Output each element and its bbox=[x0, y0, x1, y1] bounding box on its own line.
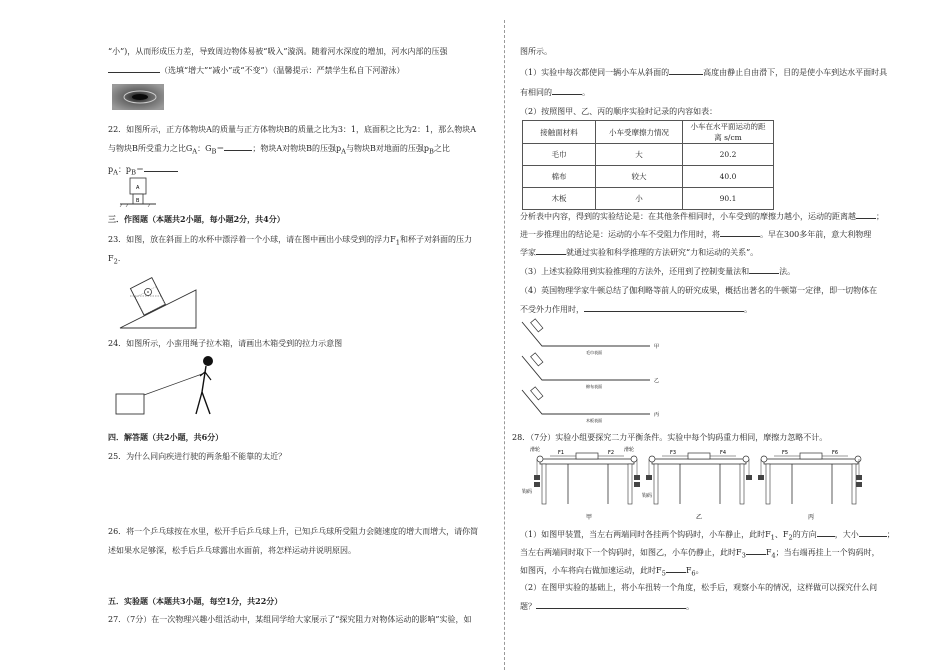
answer-blank[interactable] bbox=[859, 528, 887, 537]
q26-line1: 26．将一个乒乓球按在水里，松开手后乒乓球上升，已知乒乓球所受阻力会随速度的增大而增大，请你简 bbox=[108, 527, 479, 536]
answer-blank[interactable] bbox=[666, 564, 686, 573]
column-divider bbox=[504, 20, 505, 670]
answer-blank[interactable] bbox=[749, 265, 779, 274]
block-b-label: B bbox=[136, 198, 140, 204]
incline-cup-figure bbox=[116, 270, 200, 332]
section-5-title: 五．实验题（本题共3小题，每空1分，共22分） bbox=[108, 596, 283, 606]
table-cell: 较大 bbox=[596, 166, 683, 188]
section-4-title: 四．解答题（共2小题，共6分） bbox=[108, 432, 224, 442]
table-cell: 木板 bbox=[523, 188, 596, 210]
q28-1-line1: （1）如图甲装置，当左右两端同时各挂两个钩码时，小车静止，此时$F_1$、$F_2$的方向 ，大小 ； bbox=[520, 530, 895, 542]
answer-blank[interactable] bbox=[108, 64, 160, 73]
table-row bbox=[523, 166, 774, 188]
answer-blank[interactable] bbox=[536, 600, 686, 609]
table-header: 小车受摩擦力情况 bbox=[596, 121, 683, 144]
q23-line1: 23．如图，放在斜面上的水杯中漂浮着一个小球，请在图中画出小球受到的浮力$F_1$和杯子对斜面的压力 bbox=[108, 235, 472, 247]
answer-blank[interactable] bbox=[536, 246, 566, 255]
answer-blank[interactable] bbox=[720, 228, 760, 237]
table-cell: 40.0 bbox=[683, 166, 774, 188]
q27-3-line: （3）上述实验除用到实验推理的方法外，还用到了控制变量法和 法。 bbox=[520, 267, 796, 276]
force-label: F4 bbox=[720, 450, 727, 456]
text-line: “小”)，从而形成压力差，导致周边物体易被“吸入”漩涡。随着河水深度的增加，河水内部的压强 bbox=[108, 47, 448, 56]
q27-analysis-line1: 分析表中内容，得到的实验结论是：在其他条件相同时，小车受到的摩擦力越小，运动的距离越 ； bbox=[520, 212, 884, 221]
results-table bbox=[522, 120, 774, 210]
surface-label: 棉布表面 bbox=[586, 384, 602, 389]
q28-2-line2: 题？ 。 bbox=[520, 602, 694, 611]
apparatus-bing bbox=[758, 450, 862, 521]
q27-line1: 27．（7分）在一次物理兴趣小组活动中，某组同学给大家展示了“探究阻力对物体运动的影响”实验，如 bbox=[108, 615, 472, 624]
ramp-bing bbox=[522, 387, 659, 423]
hook-label: 钩码 bbox=[522, 489, 533, 495]
pulling-box-figure bbox=[114, 352, 234, 422]
table-cell: 棉布 bbox=[523, 166, 596, 188]
table-header: 接触面材料 bbox=[523, 121, 596, 144]
figure-label: 乙 bbox=[654, 378, 660, 384]
pulley-label: 滑轮 bbox=[624, 447, 635, 453]
q27-1-line1: （1）实验中每次都使同一辆小车从斜面的 高度由静止自由滑下，目的是使小车到达水平面时具 bbox=[520, 68, 888, 77]
figure-label: 甲 bbox=[654, 344, 660, 350]
surface-label: 木板表面 bbox=[586, 418, 602, 423]
figure-label: 丙 bbox=[654, 412, 660, 418]
table-row bbox=[523, 144, 774, 166]
ramps-figure bbox=[520, 316, 680, 424]
section-3-title: 三．作图题（本题共2小题，每小题2分，共4分） bbox=[108, 214, 285, 224]
q22-line3: $p_A$：$p_B=$ bbox=[108, 163, 178, 179]
table-cell: 90.1 bbox=[683, 188, 774, 210]
answer-blank[interactable] bbox=[584, 303, 744, 312]
table-cell: 小 bbox=[596, 188, 683, 210]
answer-blank[interactable] bbox=[746, 546, 766, 555]
answer-blank[interactable] bbox=[552, 86, 582, 95]
answer-blank[interactable] bbox=[144, 163, 178, 172]
table-cell: 毛巾 bbox=[523, 144, 596, 166]
block-a-label: A bbox=[136, 185, 140, 191]
force-label: F1 bbox=[558, 450, 565, 456]
hook-label: 钩码 bbox=[642, 493, 653, 499]
q23-line2: $F_2$． bbox=[108, 254, 126, 266]
q24-line: 24．如图所示，小蛮用绳子拉木箱，请画出木箱受到的拉力示意图 bbox=[108, 339, 343, 348]
pulley-label: 滑轮 bbox=[530, 447, 541, 453]
q22-line2: 与物块B所受重力之比$G_A$：$G_B=$ ；物块A对物块B的压强$p_A$与物块B对地面的压强$p_B$之比 bbox=[108, 144, 450, 156]
blocks-figure bbox=[120, 176, 160, 208]
figure-label: 乙 bbox=[696, 514, 703, 521]
q28-2-line1: （2）在图甲实验的基础上，将小车扭转一个角度，松手后，观察小车的情况，这样做可以探究什么问 bbox=[520, 583, 878, 592]
apparatus-yi bbox=[646, 450, 752, 521]
q28-line: 28．（7分）实验小组要探究二力平衡条件。实验中每个钩码重力相同，摩擦力忽略不计。 bbox=[512, 433, 828, 442]
text-line: 图所示。 bbox=[520, 47, 552, 56]
surface-label: 毛巾表面 bbox=[586, 350, 602, 355]
table-row bbox=[523, 188, 774, 210]
ramp-yi bbox=[522, 353, 659, 389]
apparatus-jia bbox=[522, 446, 652, 521]
table-header: 小车在水平面运动的距离 s/cm bbox=[683, 121, 774, 144]
balance-figure bbox=[522, 445, 860, 525]
answer-blank[interactable] bbox=[224, 142, 252, 151]
q27-4-line2: 不受外力作用时， 。 bbox=[520, 305, 752, 314]
table-cell: 大 bbox=[596, 144, 683, 166]
ramp-jia bbox=[522, 319, 659, 355]
table-header-row bbox=[523, 121, 774, 144]
force-label: F2 bbox=[608, 450, 615, 456]
text-line: （选填“增大”“减小”或“不变”）（温馨提示：严禁学生私自下河游泳） bbox=[108, 64, 405, 76]
answer-blank[interactable] bbox=[856, 210, 876, 219]
table-cell: 20.2 bbox=[683, 144, 774, 166]
force-label: F6 bbox=[832, 450, 839, 456]
q27-1-line2: 有相同的 。 bbox=[520, 88, 590, 97]
q22-line1: 22．如图所示，正方体物块A的质量与正方体物块B的质量之比为3：1，底面积之比为2：1，那么物块A bbox=[108, 125, 476, 134]
q27-analysis-line2: 进一步推理出的结论是：运动的小车不受阻力作用时，将 。早在300多年前，意大利物理 bbox=[520, 230, 872, 239]
q28-1-line3: 如图丙，小车将向右做加速运动，此时$F_5$ $F_6$。 bbox=[520, 566, 704, 578]
answer-blank[interactable] bbox=[817, 528, 835, 537]
q27-4-line1: （4）英国物理学家牛顿总结了伽利略等前人的研究成果，概括出著名的牛顿第一定律，即一切物体在 bbox=[520, 286, 878, 295]
answer-blank[interactable] bbox=[669, 66, 703, 75]
force-label: F5 bbox=[782, 450, 789, 456]
figure-label: 丙 bbox=[808, 514, 815, 521]
q27-2-line: （2）按照图甲、乙、丙的顺序实验时记录的内容如表： bbox=[520, 107, 718, 116]
figure-label: 甲 bbox=[586, 514, 593, 521]
whirlpool-photo bbox=[112, 84, 164, 110]
q27-analysis-line3: 学家 就通过实验和科学推理的方法研究“力和运动的关系”。 bbox=[520, 248, 759, 257]
q25-line: 25．为什么同向疾进行驶的两条船不能靠的太近？ bbox=[108, 452, 287, 461]
q28-1-line2: 当左右两端同时取下一个钩码时，如图乙，小车仍静止，此时$F_3$ $F_4$；当右端再挂上一个钩码时， bbox=[520, 548, 880, 560]
force-label: F3 bbox=[670, 450, 677, 456]
q26-line2: 述如果水足够深，松手后乒乓球露出水面前，将怎样运动并说明原因。 bbox=[108, 546, 356, 555]
